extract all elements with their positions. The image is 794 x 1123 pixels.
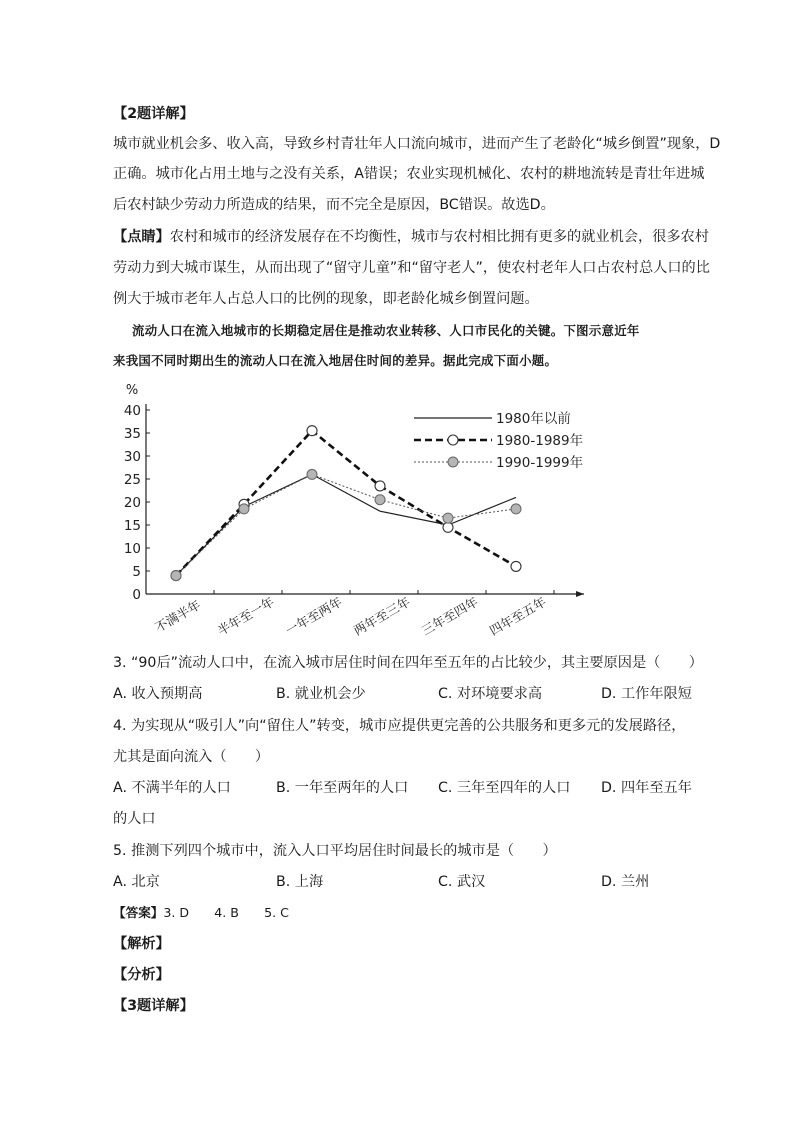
- answer-text: 3. D 4. B 5. C: [163, 905, 289, 920]
- x-tick-label: 一年至两年: [282, 593, 345, 639]
- series-line: [176, 431, 516, 576]
- legend-marker: [448, 435, 458, 445]
- series-lines: [171, 426, 521, 581]
- legend-marker: [448, 457, 458, 467]
- y-axis-label: %: [125, 383, 139, 398]
- x-tick-label: 两年至三年: [350, 593, 413, 639]
- residence-time-chart: [110, 378, 610, 650]
- data-point: [511, 561, 521, 571]
- series-line: [176, 474, 516, 575]
- answer-label: 【答案】: [113, 905, 164, 920]
- data-point: [443, 522, 453, 532]
- y-tick-label: 40: [123, 403, 141, 419]
- answer-line: [113, 903, 289, 923]
- explanation-line-3: 后农村缺少劳动力所造成的结果，而不完全是原因，BC错误。故选D。: [113, 197, 555, 213]
- explanation-line-1: 城市就业机会多、收入高，导致乡村青壮年人口流向城市，进而产生了老龄化“城乡倒置”现象，D: [113, 136, 721, 152]
- question-4-stem: 4. 为实现从“吸引人”向“留住人”转变，城市应提供更完善的公共服务和更多元的发展路径，: [113, 718, 686, 734]
- y-tick-label: 5: [132, 564, 141, 580]
- y-tick-label: 15: [123, 518, 141, 534]
- q4-option-d-cont: 的人口: [113, 811, 156, 827]
- dianjing-label: 【点睛】: [113, 229, 170, 245]
- x-tick-label: 半年至一年: [214, 593, 277, 639]
- legend-label: 1990-1999年: [496, 455, 584, 471]
- data-point: [443, 513, 453, 523]
- q5-option-b: B. 上海: [276, 874, 324, 890]
- y-tick-label: 10: [123, 541, 141, 557]
- q5-option-d: D. 兰州: [601, 874, 650, 890]
- data-point: [375, 481, 385, 491]
- y-tick-label: 30: [123, 449, 141, 465]
- q3-option-a: A. 收入预期高: [113, 686, 203, 702]
- q5-option-a: A. 北京: [113, 874, 160, 890]
- q3-option-c: C. 对环境要求高: [438, 686, 543, 702]
- q4-option-c: C. 三年至四年的人口: [438, 780, 571, 796]
- dianjing-first: 农村和城市的经济发展存在不均衡性，城市与农村相比拥有更多的就业机会，很多农村: [169, 229, 709, 245]
- intro-line-1: 流动人口在流入地城市的长期稳定居住是推动农业转移、人口市民化的关键。下图示意近年: [132, 323, 640, 338]
- x-tick-label: 不满半年: [152, 597, 204, 636]
- data-point: [375, 495, 385, 505]
- q4-option-b: B. 一年至两年的人口: [276, 780, 409, 796]
- q4-option-a: A. 不满半年的人口: [113, 780, 231, 796]
- x-tick-label: 三年至四年: [418, 593, 481, 639]
- chart-legend: [414, 410, 583, 471]
- dianjing-line-3: 例大于城市老年人占总人口的比例的现象，即老龄化城乡倒置问题。: [113, 291, 539, 307]
- explanation-line-2: 正确。城市化占用土地与之没有关系，A错误；农业实现机械化、农村的耕地流转是青壮年进城: [113, 166, 705, 182]
- x-tick-labels: [152, 590, 554, 638]
- data-point: [307, 426, 317, 436]
- question-5-stem: 5. 推测下列四个城市中，流入人口平均居住时间最长的城市是（ ）: [113, 843, 557, 859]
- question-4-stem-cont: 尤其是面向流入（ ）: [113, 749, 270, 765]
- y-tick-label: 35: [123, 426, 141, 442]
- data-point: [511, 504, 521, 514]
- series-line: [176, 474, 516, 575]
- section-heading-q2: 【2题详解】: [113, 106, 194, 122]
- y-tick-label: 0: [132, 587, 141, 603]
- q5-option-c: C. 武汉: [438, 874, 486, 890]
- section-heading-q3: 【3题详解】: [113, 998, 194, 1014]
- data-point: [171, 571, 181, 581]
- jiexi-heading: 【解析】: [113, 936, 170, 952]
- x-axis-arrow: [576, 591, 584, 597]
- data-point: [307, 469, 317, 479]
- x-tick-label: 四年至五年: [486, 593, 549, 639]
- legend-label: 1980-1989年: [496, 433, 584, 449]
- y-tick-label: 20: [123, 495, 141, 511]
- data-point: [239, 504, 249, 514]
- question-3-stem: 3. “90后”流动人口中，在流入城市居住时间在四年至五年的占比较少，其主要原因是（ ）: [113, 655, 703, 671]
- y-tick-label: 25: [123, 472, 141, 488]
- dianjing-paragraph: [113, 227, 709, 247]
- q4-option-d: D. 四年至五年: [601, 780, 692, 796]
- q3-option-b: B. 就业机会少: [276, 686, 366, 702]
- legend-label: 1980年以前: [496, 411, 571, 427]
- dianjing-line-2: 劳动力到大城市谋生，从而出现了“留守儿童”和“留守老人”，使农村老年人口占农村总人口的比: [113, 260, 710, 276]
- intro-line-2: 来我国不同时期出生的流动人口在流入地居住时间的差异。据此完成下面小题。: [113, 353, 558, 368]
- fenxi-heading: 【分析】: [113, 967, 170, 983]
- q3-option-d: D. 工作年限短: [601, 686, 692, 702]
